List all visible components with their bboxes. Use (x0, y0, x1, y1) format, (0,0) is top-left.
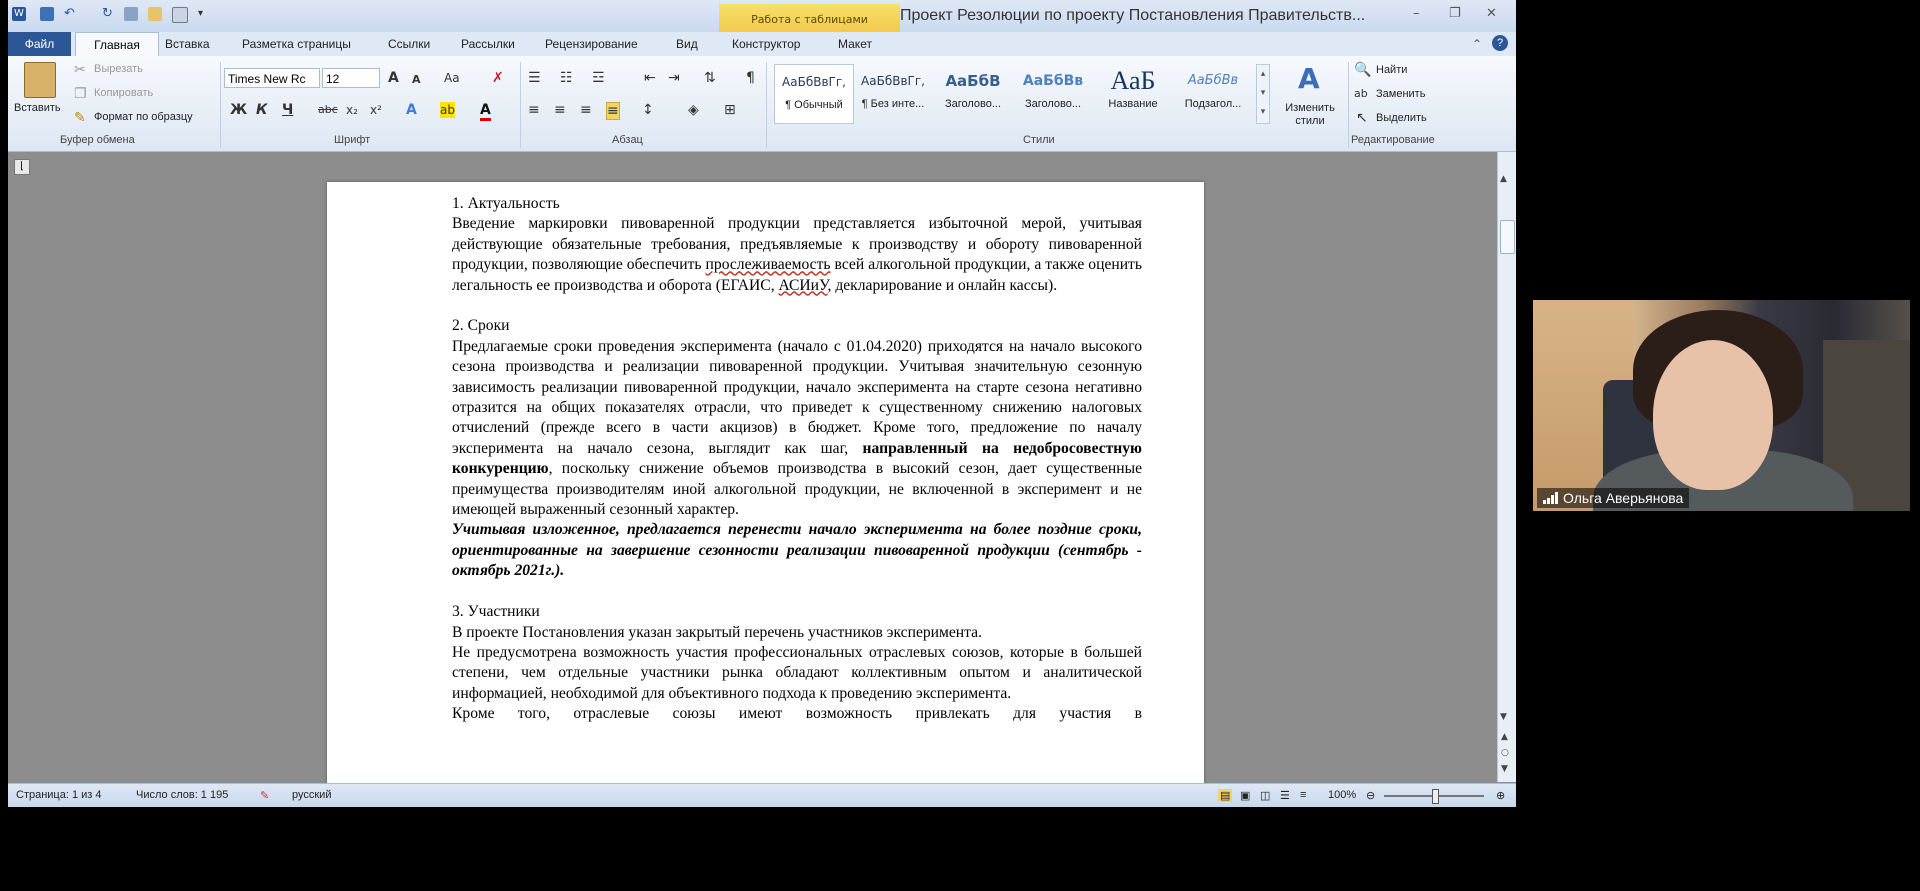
redo-icon[interactable]: ↻ (102, 6, 113, 21)
ribbon-tabs (8, 32, 1516, 56)
style-normal[interactable]: АаБбВвГг, ¶ Обычный (774, 64, 854, 124)
shading-icon[interactable]: ◈ (688, 102, 699, 118)
zoom-level[interactable]: 100% (1328, 789, 1357, 801)
page-indicator[interactable]: Страница: 1 из 4 (16, 789, 102, 801)
bullets-icon[interactable]: ☰ (528, 70, 541, 86)
prev-page-icon[interactable]: ▲ (1501, 732, 1508, 742)
align-left-icon[interactable]: ≡ (528, 102, 540, 118)
numbering-icon[interactable]: ☷ (560, 70, 573, 86)
group-separator (520, 62, 521, 148)
format-painter-icon[interactable]: ✎ (74, 110, 86, 126)
signal-strength-icon (1543, 492, 1559, 504)
context-tab-table-tools: Работа с таблицами (719, 4, 900, 34)
paste-button[interactable]: Вставить (14, 102, 61, 114)
vertical-scrollbar[interactable] (1497, 152, 1516, 782)
browse-object-icon[interactable]: ○ (1501, 748, 1509, 758)
tab-references[interactable]: Ссылки (388, 37, 431, 51)
tab-view[interactable]: Вид (676, 37, 698, 51)
styles-group-label: Стили (1023, 134, 1055, 146)
group-separator (1348, 62, 1349, 148)
group-separator (220, 62, 221, 148)
blank-line (452, 582, 1142, 602)
style-title[interactable]: АаБ Название (1108, 66, 1158, 110)
word-window (8, 0, 1516, 807)
ruler-toggle-icon[interactable]: ⌊ (14, 159, 30, 175)
word-count[interactable]: Число слов: 1 195 (136, 789, 229, 801)
help-icon[interactable]: ? (1492, 35, 1508, 51)
align-center-icon[interactable]: ≡ (554, 102, 566, 118)
scroll-up-icon[interactable]: ▲ (1500, 174, 1507, 184)
document-page[interactable] (327, 182, 1204, 807)
font-color-icon[interactable]: A (480, 102, 491, 121)
language-indicator[interactable]: русский (292, 789, 332, 801)
justify-icon[interactable]: ≡ (607, 103, 619, 119)
video-tile[interactable] (1533, 300, 1910, 511)
show-marks-icon[interactable]: ¶ (746, 70, 755, 86)
select-button[interactable]: Выделить (1376, 112, 1427, 124)
paragraph-unions: Не предусмотрена возможность участия профессиональных отраслевых союзов, которые в большей степени, чем отдельные участники рынка обладают коллективным опытом и аналитической информацией, необходимой для объективного подхода к проведению эксперимента. (452, 643, 1142, 702)
tab-layout[interactable]: Макет (838, 37, 872, 51)
tab-review[interactable]: Рецензирование (545, 37, 638, 51)
tab-file[interactable]: Файл (8, 32, 71, 56)
underline-icon[interactable]: Ч (282, 102, 294, 118)
paragraph-participants-list: В проекте Постановления указан закрытый перечень участников эксперимента. (452, 623, 982, 641)
find-button[interactable]: Найти (1376, 64, 1408, 76)
window-title: Проект Резолюции по проекту Постановления Правительств... (900, 7, 1366, 24)
bold-icon[interactable]: Ж (230, 102, 248, 118)
outline-view-icon[interactable]: ☰ (1280, 790, 1290, 802)
heading-relevance: 1. Актуальность (452, 195, 560, 212)
select-icon[interactable]: ↖ (1356, 110, 1368, 126)
copy-icon[interactable]: ❐ (74, 86, 87, 102)
cut-icon[interactable]: ✂ (74, 62, 86, 78)
spellcheck-icon[interactable]: ✎ (260, 790, 270, 802)
next-page-icon[interactable]: ▼ (1501, 764, 1508, 774)
format-painter-button[interactable]: Формат по образцу (94, 111, 193, 123)
open-icon[interactable] (148, 7, 162, 21)
paragraph-proposal: Учитывая изложенное, предлагается перенести начало эксперимента на более поздние сроки, ориентированные на завершение сезонности реализации пивоваренной продукции (сентябрь - октябрь 2021г.). (452, 521, 1142, 580)
clear-format-icon[interactable]: ✗ (492, 70, 504, 86)
group-separator (766, 62, 767, 148)
align-right-icon[interactable]: ≡ (580, 102, 592, 118)
decrease-indent-icon[interactable]: ⇤ (644, 70, 656, 86)
document-content[interactable] (452, 194, 1142, 725)
heading-participants: 3. Участники (452, 603, 540, 621)
line-spacing-icon[interactable]: ↕ (642, 102, 654, 118)
change-styles-icon[interactable]: A (1298, 62, 1320, 95)
tab-insert[interactable]: Вставка (165, 37, 210, 51)
paragraph-unions-more: Кроме того, отраслевые союзы имеют возможность привлекать для участия в (452, 705, 1142, 723)
maximize-button[interactable]: ❐ (1449, 6, 1461, 21)
ribbon (8, 56, 1516, 152)
strikethrough-icon[interactable]: abc (318, 103, 338, 116)
blank-line (452, 296, 1142, 316)
subscript-icon[interactable]: x₂ (346, 103, 358, 117)
replace-icon[interactable]: ab (1354, 87, 1368, 100)
status-bar (8, 783, 1516, 807)
style-subtitle[interactable]: АаБбВв Подзагол... (1184, 73, 1242, 110)
word-logo-icon: W (12, 7, 26, 21)
zoom-slider-thumb[interactable] (1432, 789, 1439, 804)
superscript-icon[interactable]: x² (370, 103, 382, 117)
print-layout-view-icon[interactable]: ▤ (1220, 790, 1231, 802)
grow-font-icon[interactable]: A (388, 70, 399, 86)
style-heading-1[interactable]: АаБбВ Заголово... (944, 72, 1002, 110)
draft-view-icon[interactable]: ≡ (1300, 789, 1307, 801)
full-screen-view-icon[interactable]: ▣ (1240, 790, 1251, 802)
zoom-in-icon[interactable]: ⊕ (1496, 790, 1506, 802)
change-styles-button[interactable]: Изменить стили (1285, 102, 1335, 127)
change-case-icon[interactable]: Aa (444, 71, 460, 85)
undo-icon[interactable]: ↶ (64, 6, 75, 21)
participant-name: Ольга Аверьянова (1563, 490, 1684, 506)
web-layout-view-icon[interactable]: ◫ (1260, 790, 1271, 802)
ribbon-minimize-icon[interactable]: ⌃ (1472, 37, 1483, 51)
minimize-button[interactable]: – (1413, 6, 1420, 21)
increase-indent-icon[interactable]: ⇥ (668, 70, 680, 86)
clipboard-group-label: Буфер обмена (60, 134, 135, 146)
shrink-font-icon[interactable]: A (412, 73, 421, 86)
font-group-label: Шрифт (334, 134, 371, 146)
tab-design[interactable]: Конструктор (732, 37, 801, 51)
print-icon[interactable] (124, 7, 138, 21)
paragraph-relevance: Введение маркировки пивоваренной продукции представляется избыточной мерой, учитывая действующие обязательные требования, предъявляемые к производству и обороту пивоваренной продукции, позволяющие обеспечить прослеживаемость всей алкогольной продукции, а также оценить легальность ее производства и оборота (ЕГАИС, АСИиУ, декларирование и онлайн кассы). (452, 215, 1142, 294)
paste-icon[interactable] (24, 62, 56, 98)
replace-button[interactable]: Заменить (1376, 88, 1426, 100)
italic-icon[interactable]: К (256, 102, 268, 118)
editing-group-label: Редактирование (1351, 134, 1435, 146)
copy-button[interactable]: Копировать (94, 87, 154, 99)
styles-scroll-icon[interactable]: ▴ ▾ ▾ (1256, 64, 1270, 124)
participant-face (1653, 340, 1773, 490)
borders-icon[interactable]: ⊞ (724, 102, 736, 118)
text-effects-icon[interactable]: A (406, 102, 417, 118)
scroll-down-icon[interactable]: ▼ (1500, 712, 1507, 722)
multilevel-list-icon[interactable]: ☲ (592, 70, 605, 86)
title-bar (8, 0, 1516, 32)
tab-home[interactable]: Главная (75, 32, 159, 59)
scroll-thumb[interactable] (1500, 220, 1515, 254)
tab-mailings[interactable]: Рассылки (461, 37, 515, 51)
save-icon[interactable] (40, 7, 54, 21)
font-size-combo[interactable]: 12 (322, 68, 380, 88)
participant-name-label (1537, 488, 1689, 508)
highlight-icon[interactable]: ab (440, 103, 455, 117)
preview-icon[interactable] (172, 7, 188, 23)
close-button[interactable]: ✕ (1486, 6, 1497, 21)
font-name-combo[interactable]: Times New Rc (224, 68, 320, 88)
cut-button[interactable]: Вырезать (94, 63, 143, 75)
heading-timing: 2. Сроки (452, 317, 510, 335)
tab-page-layout[interactable]: Разметка страницы (242, 37, 351, 51)
paragraph-group-label: Абзац (612, 134, 643, 146)
customize-qat-icon[interactable]: ▾ (198, 8, 204, 19)
paragraph-timing: Предлагаемые сроки проведения эксперимента (начало с 01.04.2020) приходятся на начало высокого сезона производства и реализации пивоваренной продукции. Учитывая значительную сезонную зависимость реализации пивоваренной продукции, начало эксперимента на старте сезона негативно отразится на общих показателях отрасли, что приведет к существенному снижению налоговых отчислений (прежде всего в части акцизов) в бюджет. Кроме того, предложение по началу эксперимента на начало сезона, выглядит как шаг, направленный на недобросовестную конкуренцию, поскольку снижение объемов производства в высокий сезон, дает существенные преимущества производителям иной алкогольной продукции, не включенной в эксперимент и не имеющей выраженный сезонный характер. (452, 337, 1142, 519)
zoom-out-icon[interactable]: ⊖ (1366, 790, 1376, 802)
style-heading-2[interactable]: АаБбВв Заголово... (1022, 73, 1084, 110)
style-no-spacing[interactable]: АаБбВвГг, ¶ Без инте... (861, 74, 925, 110)
sort-icon[interactable]: ⇅ (704, 70, 716, 86)
find-icon[interactable]: 🔍 (1354, 62, 1372, 78)
